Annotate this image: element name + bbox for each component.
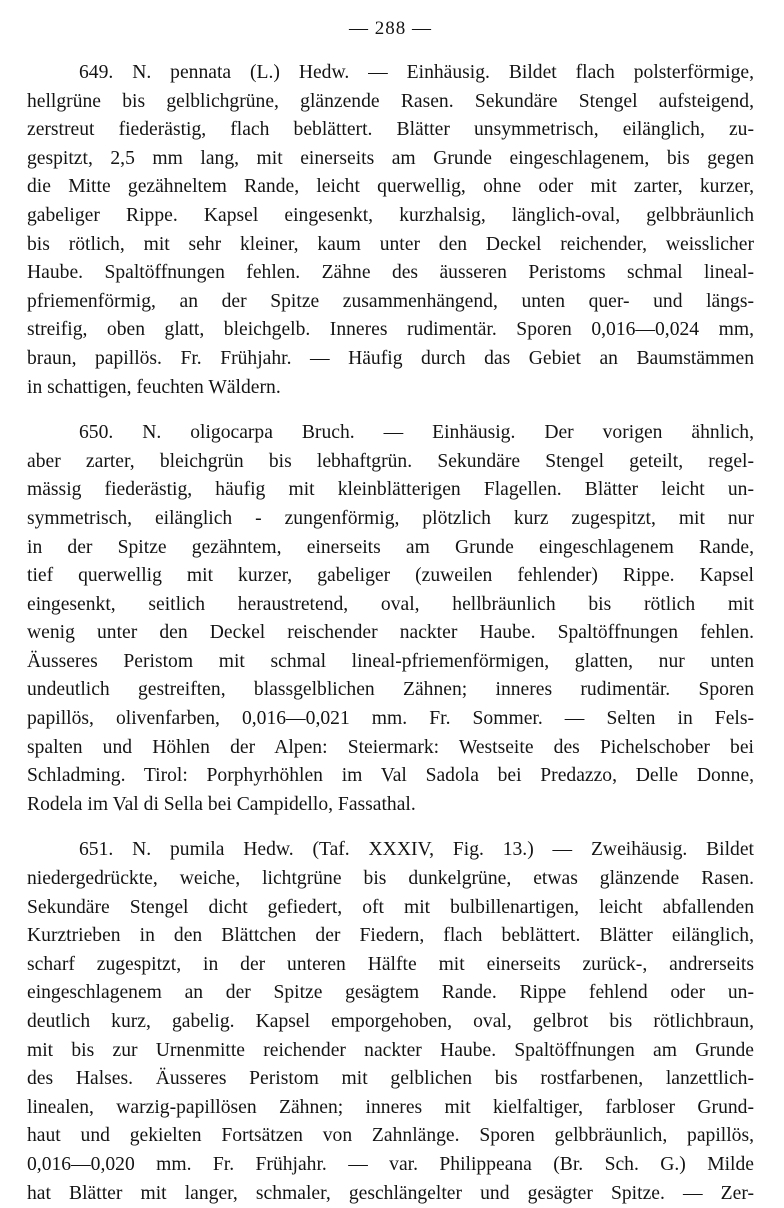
text-line: Sekundäre Stengel dicht gefiedert, oft mit bulbillenartigen, leicht abfallenden xyxy=(27,896,754,918)
text-line: pfriemenförmig, an der Spitze zusammenhängend, unten quer- und längs- xyxy=(27,290,754,312)
text-line: in schattigen, feuchten Wäldern. xyxy=(27,376,281,398)
text-line: 650. N. oligocarpa Bruch. — Einhäusig. Der vorigen ähnlich, xyxy=(79,422,754,444)
text-line: des Halses. Äusseres Peristom mit gelblichen bis rostfarbenen, lanzettlich- xyxy=(27,1068,754,1090)
text-line: papillös, olivenfarben, 0,016—0,021 mm. Fr. Sommer. — Selten in Fels- xyxy=(27,708,754,730)
text-line: scharf zugespitzt, in der unteren Hälfte mit einerseits zurück-, andrerseits xyxy=(27,953,754,975)
text-line: eingesenkt, seitlich heraustretend, oval, hellbräunlich bis rötlich mit xyxy=(27,593,754,615)
text-line: wenig unter den Deckel reischender nackter Haube. Spaltöffnungen fehlen. xyxy=(27,622,754,644)
species-entry-651 xyxy=(27,836,754,1208)
text-line: zerstreut fiederästig, flach beblättert. Blätter unsymmetrisch, eilänglich, zu- xyxy=(27,119,754,141)
page-number: — 288 — xyxy=(349,18,432,39)
text-line: Äusseres Peristom mit schmal lineal-pfriemenförmigen, glatten, nur unten xyxy=(27,650,754,672)
text-line: Haube. Spaltöffnungen fehlen. Zähne des äusseren Peristoms schmal lineal- xyxy=(27,262,754,284)
text-line: eingeschlagenem an der Spitze gesägtem Rande. Rippe fehlend oder un- xyxy=(27,982,754,1004)
text-line: deutlich kurz, gabelig. Kapsel emporgehoben, oval, gelbrot bis rötlichbraun, xyxy=(27,1011,754,1032)
text-line: 0,016—0,020 mm. Fr. Frühjahr. — var. Philippeana (Br. Sch. G.) Milde xyxy=(27,1153,754,1175)
text-line: 651. N. pumila Hedw. (Taf. XXXIV, Fig. 13.) — Zweihäusig. Bildet xyxy=(79,839,754,861)
text-line: niedergedrückte, weiche, lichtgrüne bis dunkelgrüne, etwas glänzende Rasen. xyxy=(27,868,754,890)
text-line: braun, papillös. Fr. Frühjahr. — Häufig durch das Gebiet an Baumstämmen xyxy=(27,347,754,369)
text-line: streifig, oben glatt, bleichgelb. Inneres rudimentär. Sporen 0,016—0,024 mm, xyxy=(27,319,754,341)
text-line: gabeliger Rippe. Kapsel eingesenkt, kurzhalsig, länglich-oval, gelbbräunlich xyxy=(27,204,754,226)
text-line: spalten und Höhlen der Alpen: Steiermark: Westseite des Pichelschober bei xyxy=(27,736,754,758)
text-line: die Mitte gezähneltem Rande, leicht querwellig, ohne oder mit zarter, kurzer, xyxy=(27,176,754,198)
text-line: 649. N. pennata (L.) Hedw. — Einhäusig. Bildet flach polsterförmige, xyxy=(79,62,754,83)
species-entry-650 xyxy=(27,419,754,819)
text-line: mässig fiederästig, häufig mit kleinblätterigen Flagellen. Blätter leicht un- xyxy=(27,479,754,501)
text-line: hellgrüne bis gelblichgrüne, glänzende Rasen. Sekundäre Stengel aufsteigend, xyxy=(27,90,754,112)
text-line: tief querwellig mit kurzer, gabeliger (zuweilen fehlender) Rippe. Kapsel xyxy=(27,565,754,587)
text-line: symmetrisch, eilänglich - zungenförmig, plötzlich kurz zugespitzt, mit nur xyxy=(27,507,754,529)
species-entry-649 xyxy=(27,59,754,402)
text-line: linealen, warzig-papillösen Zähnen; inneres mit kielfaltiger, farbloser Grund- xyxy=(27,1096,754,1118)
text-line: in der Spitze gezähntem, einerseits am Grunde eingeschlagenem Rande, xyxy=(27,536,754,558)
text-line: hat Blätter mit langer, schmaler, geschlängelter und gesägter Spitze. — Zer- xyxy=(27,1182,754,1204)
text-line: aber zarter, bleichgrün bis lebhaftgrün. Sekundäre Stengel geteilt, regel- xyxy=(27,450,754,472)
text-line: mit bis zur Urnenmitte reichender nackter Haube. Spaltöffnungen am Grunde xyxy=(27,1039,754,1061)
text-line: Kurztrieben in den Blättchen der Fiedern, flach beblättert. Blätter eilänglich, xyxy=(27,925,754,947)
text-line: Schladming. Tirol: Porphyrhöhlen im Val Sadola bei Predazzo, Delle Donne, xyxy=(27,765,754,787)
text-line: bis rötlich, mit sehr kleiner, kaum unter den Deckel reichender, weisslicher xyxy=(27,233,754,255)
text-line: undeutlich gestreiften, blassgelblichen Zähnen; inneres rudimentär. Sporen xyxy=(27,679,754,701)
text-line: Rodela im Val di Sella bei Campidello, Fassathal. xyxy=(27,793,416,815)
text-line: gespitzt, 2,5 mm lang, mit einerseits am Grunde eingeschlagenem, bis gegen xyxy=(27,147,754,169)
text-line: haut und gekielten Fortsätzen von Zahnlänge. Sporen gelbbräunlich, papillös, xyxy=(27,1125,754,1147)
